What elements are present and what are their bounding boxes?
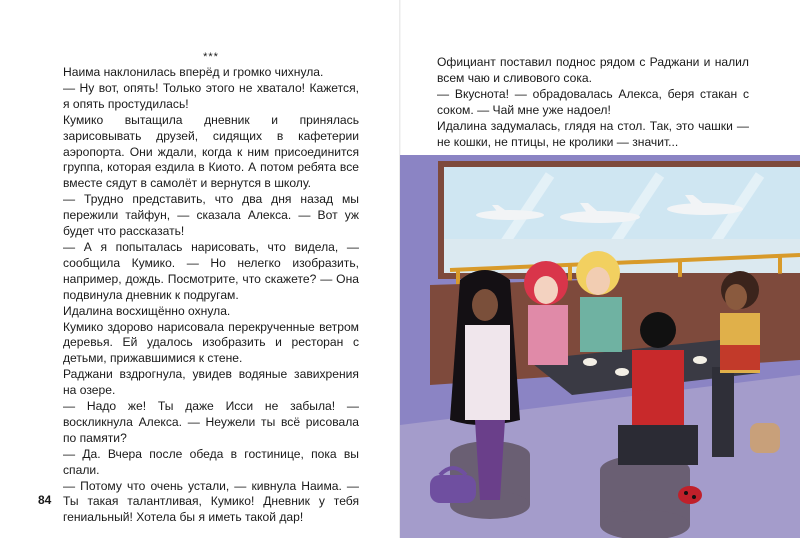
table-leg bbox=[712, 367, 734, 457]
backpack-icon bbox=[750, 423, 780, 453]
girl-alexa bbox=[524, 261, 568, 365]
stool bbox=[600, 455, 690, 538]
ladybug-bag-icon bbox=[678, 486, 702, 504]
paragraph: — Потому что очень устали, — кивнула Наима. — Ты такая талантливая, Кумико! Дневник у тебя гениальный! Хотела бы я иметь такой дар! bbox=[63, 478, 359, 525]
paragraph: Идалина задумалась, глядя на стол. Так, это чашки — не кошки, не птицы, не кролики — значит... bbox=[437, 118, 749, 149]
cafe-illustration bbox=[400, 155, 800, 538]
page-number: 84 bbox=[38, 493, 52, 507]
paragraph: — Надо же! Ты даже Исси не забыла! — воскликнула Алекса. — Неужели ты всё рисовала по памяти? bbox=[63, 399, 359, 445]
left-page-text bbox=[63, 50, 359, 526]
paragraph: Кумико вытащила дневник и принялась зарисовывать друзей, сидящих в кафетерии аэропорта. Они ждали, когда к ним присоединится группа, которая ездила в Киото. А потом ребята все вместе сядут в самолёт и вернутся в школу. bbox=[63, 112, 359, 191]
paragraph: Наима наклонилась вперёд и громко чихнула. bbox=[63, 65, 324, 79]
paragraph: Официант поставил поднос рядом с Раджани и налил всем чаю и сливового сока. bbox=[437, 55, 749, 85]
paragraph: — А я попыталась нарисовать, что видела, — сообщила Кумико. — Но нелегко изобразить, например, дождь. Посмотрите, что скажете? — Она подвинула дневник к подругам. bbox=[63, 239, 359, 302]
paragraph: — Да. Вчера после обеда в гостинице, пока вы спали. bbox=[63, 446, 359, 477]
paragraph: Кумико здорово нарисовала перекрученные ветром деревья. Ей удалось изобразить и ресторан с детьми, прижавшимися к стене. bbox=[63, 319, 359, 366]
girl-radjani bbox=[576, 251, 622, 352]
girl-idalina bbox=[720, 271, 760, 373]
paragraph: — Ну вот, опять! Только этого не хватало! Кажется, я опять простудилась! bbox=[63, 80, 359, 111]
paragraph: — Вкуснота! — обрадовалась Алекса, беря стакан с соком. — Чай мне уже надоел! bbox=[437, 86, 749, 117]
scene-separator: *** bbox=[203, 51, 219, 63]
paragraph: — Трудно представить, что два дня назад мы пережили тайфун, — сказала Алекса. — Вот уж будет что рассказать! bbox=[63, 192, 359, 239]
paragraph: Идалина восхищённо охнула. bbox=[63, 303, 231, 318]
paragraph: Раджани вздрогнула, увидев водяные завихрения на озере. bbox=[63, 367, 359, 398]
right-page-text bbox=[437, 55, 749, 150]
